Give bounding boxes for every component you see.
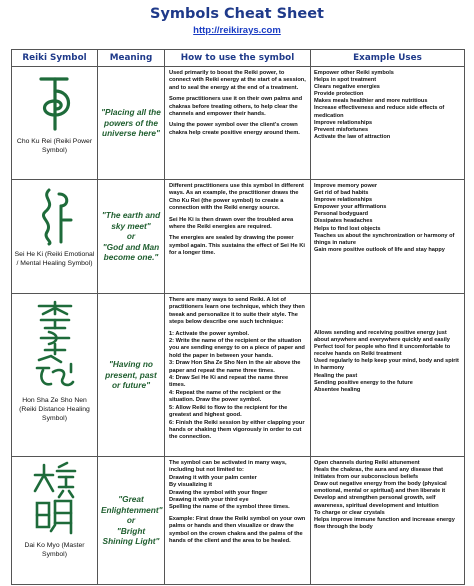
how-paragraph: Some practitioners use it on their own palms and chakras before treating others, to help clear the channels and empower their hands.	[169, 96, 303, 118]
how-to-use-cell	[165, 67, 311, 180]
meaning-text: "God and Man become one."	[102, 241, 160, 263]
use-item: Heals the chakras, the aura and any disease that initiates from our subconscious beliefs	[314, 467, 444, 481]
website-link[interactable]: http://reikirays.com	[193, 25, 281, 36]
symbol-name: Cho Ku Rei (Reiki Power Symbol)	[16, 138, 93, 154]
how-paragraph: Using the power symbol over the client's crown chakra help create positive energy around them.	[169, 122, 300, 136]
use-item: Draw out negative energy from the body (physical emotional, mental or spiritual) and then liberate it	[314, 481, 447, 495]
symbol-cell	[12, 180, 98, 294]
column-header: Example Uses	[311, 50, 465, 67]
meaning-text: "Having no present, past or future"	[105, 359, 157, 391]
use-item: Healing the past	[314, 372, 358, 379]
meaning-or: or	[126, 515, 136, 526]
use-item: Gain more positive outlook of life and stay happy	[314, 246, 445, 253]
use-item: Helps to find lost objects	[314, 225, 381, 232]
how-paragraph: The symbol can be activated in many ways, including but not limited to: Drawing it with your palm center By visualizing it Drawing the symbol with your finger Drawing it with your third eye Spelling the name of the symbol three times.	[169, 460, 290, 511]
table-header-row	[12, 50, 465, 67]
page-title: Symbols Cheat Sheet	[150, 6, 324, 22]
meaning-cell	[98, 180, 165, 294]
dai-ko-myo-symbol-icon	[12, 461, 97, 539]
use-item: Allows sending and receiving positive energy just about anywhere and everywhere quickly and easily	[314, 330, 450, 344]
use-item: Teaches us about the synchronization or harmony of things in nature	[314, 232, 455, 246]
symbol-name: Dai Ko Myo (Master Symbol)	[24, 542, 85, 558]
use-item: Get rid of bad habits	[314, 190, 369, 197]
use-item: Open channels during Reiki attunement	[314, 460, 420, 466]
use-item: Increase effectiveness and reduce side effects of medication	[314, 105, 445, 119]
how-paragraph: The energies are sealed by drawing the power symbol again. This sustains the effect of Sei He Ki for a longer time.	[169, 235, 305, 257]
symbols-table	[11, 49, 465, 585]
use-item: Helps in spot treatment	[314, 77, 377, 84]
use-item: Personal bodyguard	[314, 211, 369, 218]
use-item: Activate the law of attraction	[314, 133, 391, 140]
use-item: Used regularly to help keep your mind, body and spirit in harmony	[314, 358, 459, 372]
meaning-text: "Great Enlightenment"	[101, 494, 163, 515]
symbol-name: Sei He Ki (Reiki Emotional / Mental Healing Symbol)	[14, 251, 95, 267]
use-item: Prevent misfortunes	[314, 126, 369, 133]
symbol-cell	[12, 457, 98, 585]
table-row	[12, 67, 465, 180]
how-paragraph: Sei He Ki is then drawn over the troubled area where the Reiki energies are required.	[169, 216, 294, 231]
meaning-cell	[98, 67, 165, 180]
how-steps: 1: Activate the power symbol. 2: Write the name of the recipient or the situation you are sending energy to on a piece of paper and hold the paper in between your hands. 3: Draw Hon Sha Ze Sho Nen in the air above the paper and repeat the name three times. 4: Draw Sei He Ki and repeat the name three times. 4: Repeat the name of the recipient or the situation. Draw the power symbol. 5: Allow Reiki to flow to the recipient for the greatest and highest good. 6: Finish the Reiki session by either clapping your hands or shaking them vigorously in order to cut the connection.	[169, 330, 305, 441]
example-uses-cell	[311, 294, 465, 457]
column-header: Meaning	[98, 50, 165, 67]
how-paragraph: Example: First draw the Reiki symbol on your own palms or hands and then visualize or draw the symbol on the crown chakra and the palms of the hands of the client and the area to be healed.	[169, 515, 306, 545]
symbol-cell	[12, 294, 98, 457]
use-item: Provide protection	[314, 91, 364, 98]
use-item: Empower your affirmations	[314, 204, 387, 211]
meaning-or: or	[126, 231, 136, 242]
hon-sha-ze-sho-nen-symbol-icon	[12, 298, 97, 394]
how-paragraph: Used primarily to boost the Reiki power, to connect with Reiki energy at the start of a session, and to seal the energy at the end of a treatment.	[169, 70, 306, 91]
use-item: Makes meals healthier and more nutritious	[314, 98, 428, 105]
example-uses-cell	[311, 180, 465, 294]
sei-he-ki-symbol-icon	[12, 184, 97, 248]
meaning-text: "The earth and sky meet"	[101, 210, 161, 231]
example-uses-cell	[311, 457, 465, 585]
use-item: Absentee healing	[314, 386, 361, 393]
how-paragraph: There are many ways to send Reiki. A lot of practitioners learn one technique, which they then tweak and personalize it to suite their style. The steps below describe one such technique:	[169, 297, 305, 326]
column-header: Reiki Symbol	[12, 50, 98, 67]
use-item: Improve memory power	[314, 183, 378, 189]
cho-ku-rei-symbol-icon	[12, 71, 97, 135]
use-item: Helps improve immune function and increase energy flow through the body	[314, 516, 455, 530]
how-to-use-cell	[165, 457, 311, 585]
symbol-cell	[12, 67, 98, 180]
use-item: Sending positive energy to the future	[314, 379, 413, 386]
use-item: Improve relationships	[314, 197, 373, 204]
use-item: Dissipates headaches	[314, 218, 373, 225]
table-row	[12, 180, 465, 294]
symbol-name: Hon Sha Ze Sho Nen (Reiki Distance Healing Symbol)	[19, 397, 90, 422]
use-item: Perfect tool for people who find it uncomfortable to receive hands on Reiki treatment	[314, 344, 451, 358]
how-to-use-cell	[165, 294, 311, 457]
use-item: To charge or clear crystals	[314, 509, 385, 516]
use-item: Develop and strengthen personal growth, self awareness, spiritual development and intuition	[314, 495, 439, 509]
meaning-text: "Placing all the powers of the universe here"	[101, 107, 161, 139]
table-row	[12, 294, 465, 457]
column-header: How to use the symbol	[165, 50, 311, 67]
use-item: Clears negative energies	[314, 84, 380, 91]
meaning-cell	[98, 457, 165, 585]
how-paragraph: Different practitioners use this symbol in different ways. As an example, the practitioner draws the Cho Ku Rei (the power symbol) to create a connection with the Reiki energy source.	[169, 183, 304, 212]
use-item: Empower other Reiki symbols	[314, 70, 394, 76]
use-item: Improve relationships	[314, 119, 373, 126]
meaning-cell	[98, 294, 165, 457]
example-uses-cell	[311, 67, 465, 180]
how-to-use-cell	[165, 180, 311, 294]
table-row	[12, 457, 465, 585]
meaning-text: "Bright Shining Light"	[102, 525, 160, 547]
